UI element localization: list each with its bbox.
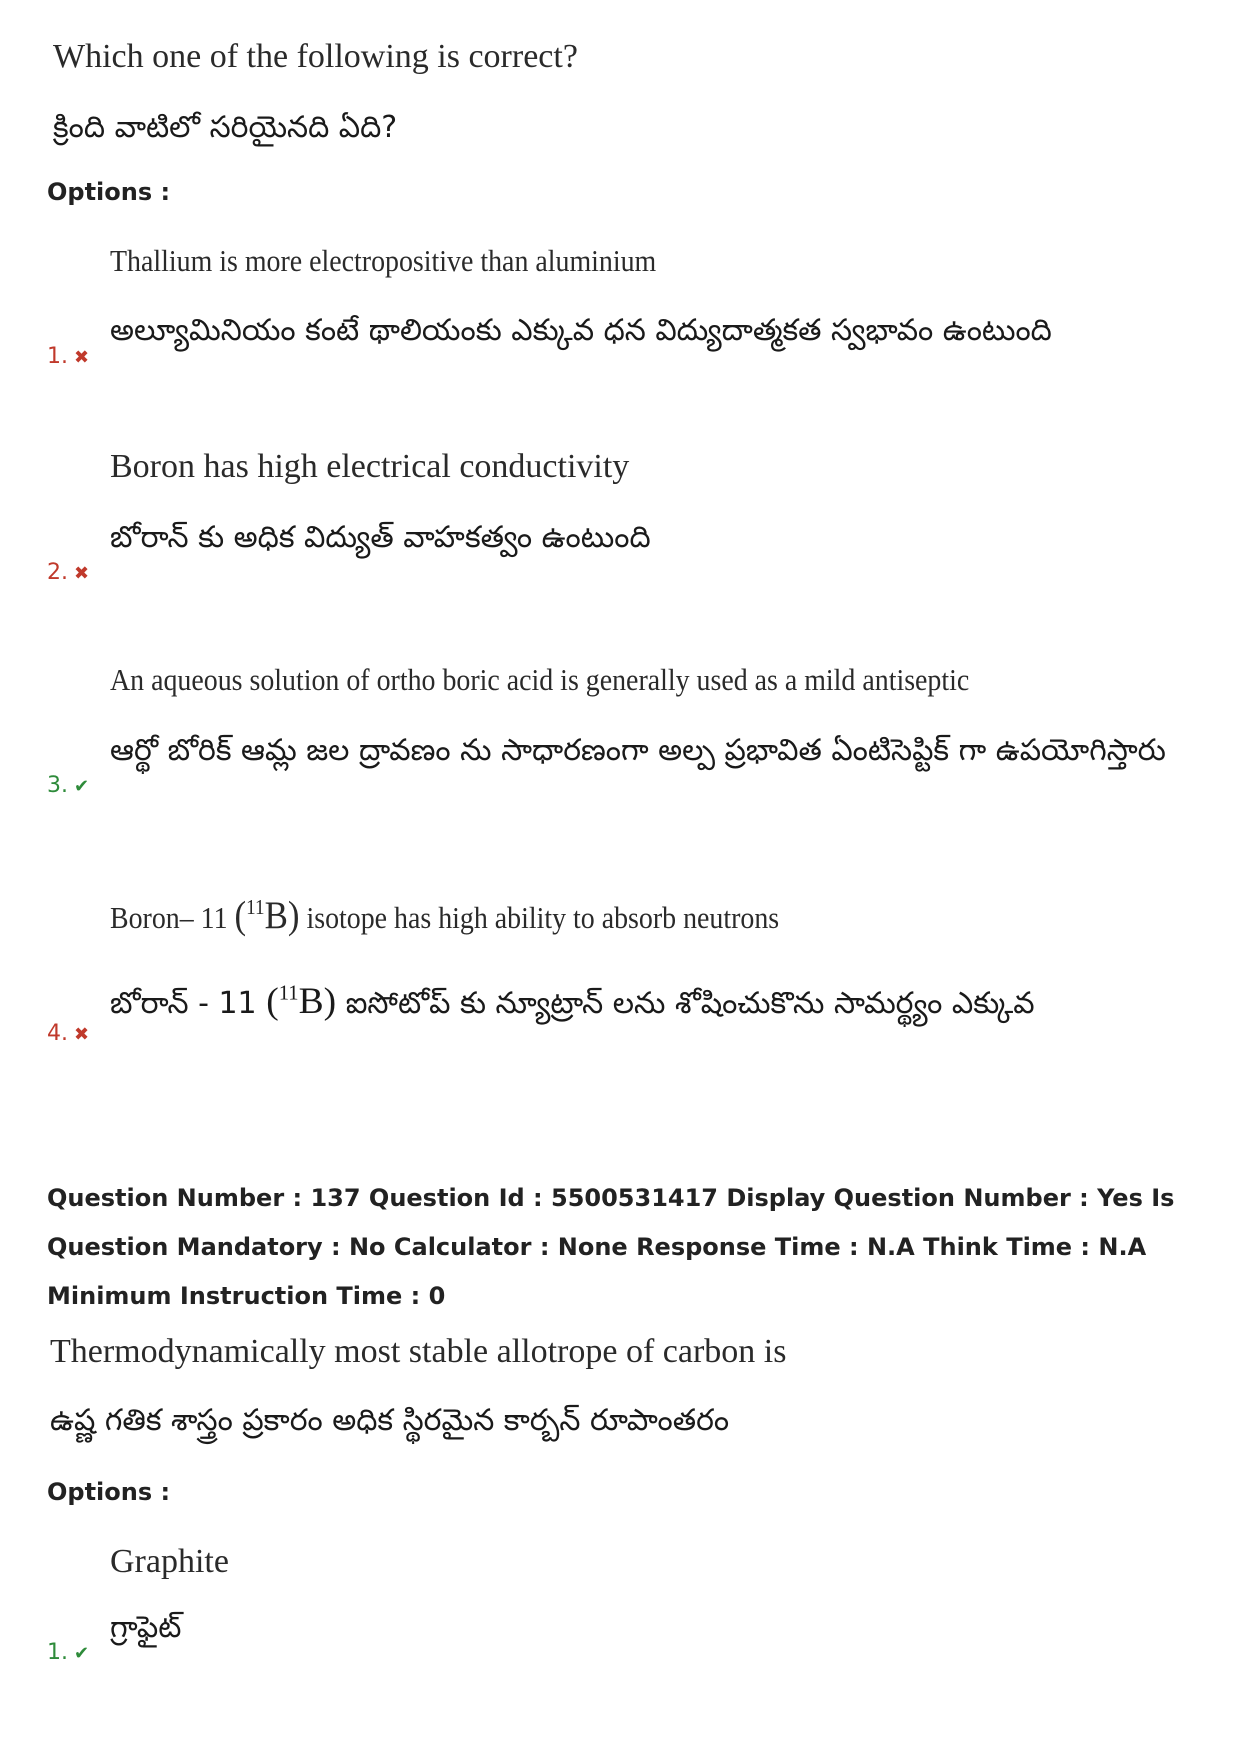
- options-label: Options :: [47, 1478, 171, 1506]
- option-number-label: 1.: [47, 1640, 68, 1665]
- wrong-icon: ✖: [74, 347, 90, 368]
- option-1-number: [47, 1640, 89, 1665]
- option-4-number: [47, 1021, 89, 1046]
- option-number-label: 2.: [47, 560, 68, 585]
- option-number-label: 4.: [47, 1021, 68, 1046]
- option-number-label: 3.: [47, 773, 68, 798]
- wrong-icon: ✖: [74, 563, 90, 584]
- option-2-text-en: Boron has high electrical conductivity: [110, 448, 630, 485]
- option-4-text-en: [110, 893, 779, 938]
- option-1-text-en: Graphite: [110, 1543, 229, 1580]
- question-text-te: క్రింది వాటిలో సరియైనది ఏది?: [53, 110, 398, 145]
- option-4-text-te: [110, 980, 1035, 1028]
- options-label: Options :: [47, 178, 171, 206]
- option-4-te-suffix: ఐసోటోప్ కు న్యూట్రాన్ లను శోషించుకొను సామర్థ్యం ఎక్కువ: [345, 986, 1035, 1021]
- isotope-symbol: B: [298, 981, 324, 1022]
- option-1-text-te: అల్యూమినియం కంటే థాలియంకు ఎక్కువ ధన విద్యుదాత్మకత స్వభావం ఉంటుంది: [110, 313, 1052, 348]
- option-1-number: [47, 344, 89, 369]
- question-text-en: Thermodynamically most stable allotrope of carbon is: [50, 1333, 787, 1370]
- wrong-icon: ✖: [74, 1024, 90, 1045]
- question-meta: Question Number : 137 Question Id : 5500531417 Display Question Number : Yes Is Question Mandatory : No Calculator : None Response Time : N.A Think Time : N.A Minimum Instruction Time : 0: [47, 1184, 1175, 1310]
- question-text-en: Which one of the following is correct?: [53, 38, 578, 75]
- option-3-text-te: ఆర్థో బోరిక్ ఆమ్ల జల ద్రావణం ను సాధారణంగా అల్ప ప్రభావిత ఏంటిసెప్టిక్ గా ఉపయోగిస్తారు: [110, 733, 1166, 768]
- option-3-text-en: An aqueous solution of ortho boric acid is generally used as a mild antiseptic: [110, 662, 970, 697]
- isotope-notation-te: ($^{11}$B): [266, 981, 337, 1022]
- isotope-notation: ($^{11}$B): [234, 894, 300, 937]
- isotope-mass: 11: [246, 895, 265, 920]
- option-2-text-te: బోరాన్ కు అధిక విద్యుత్ వాహకత్వం ఉంటుంది: [110, 520, 651, 555]
- option-3-number: [47, 773, 89, 798]
- option-number-label: 1.: [47, 344, 68, 369]
- option-2-number: [47, 560, 89, 585]
- option-4-prefix: Boron– 11: [110, 900, 228, 935]
- isotope-mass: 11: [278, 982, 299, 1005]
- check-icon: ✔: [74, 1643, 90, 1664]
- isotope-symbol: B: [264, 894, 288, 937]
- option-4-te-prefix: బోరాన్ - 11: [110, 986, 257, 1021]
- question-text-te: ఉష్ణ గతిక శాస్త్రం ప్రకారం అధిక స్థిరమైన కార్బన్ రూపాంతరం: [50, 1403, 730, 1438]
- option-4-suffix: isotope has high ability to absorb neutrons: [306, 900, 780, 935]
- option-1-text-te: గ్రాఫైట్: [110, 1610, 182, 1645]
- option-1-text-en: Thallium is more electropositive than aluminium: [110, 243, 657, 278]
- check-icon: ✔: [74, 776, 90, 797]
